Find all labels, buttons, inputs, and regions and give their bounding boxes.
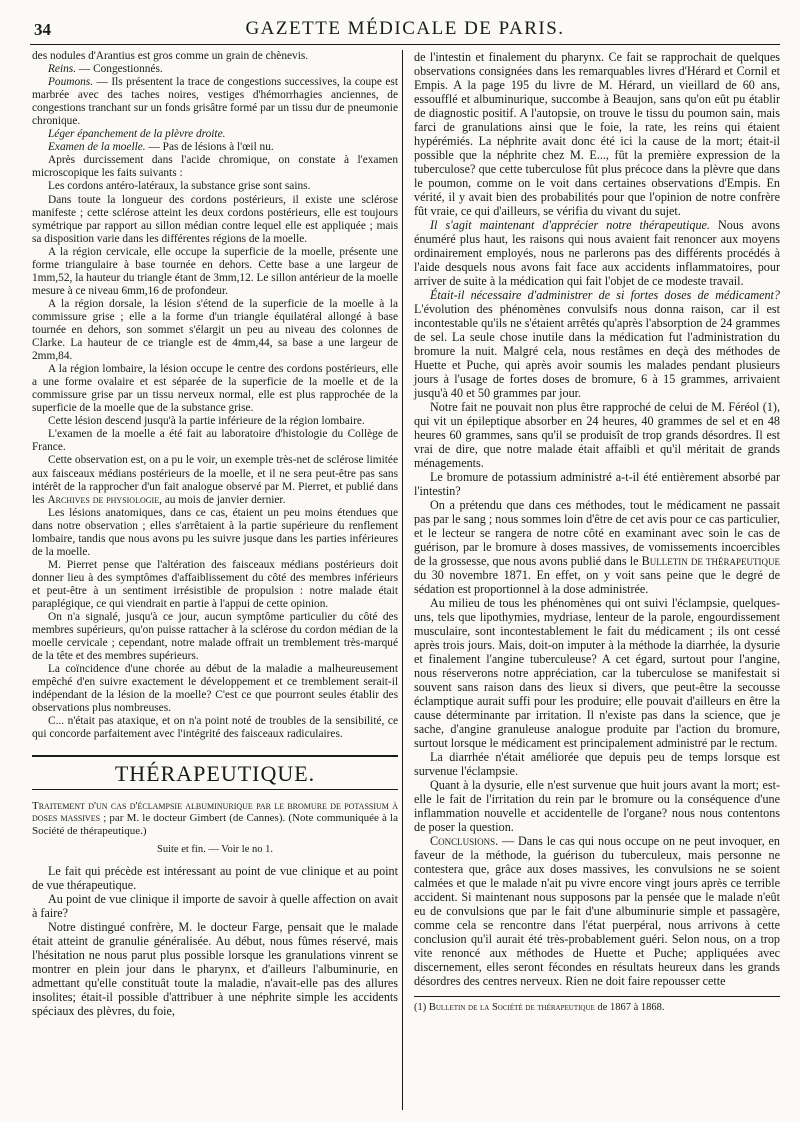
- footnote-marker: (1): [414, 1002, 429, 1013]
- article-title-byline: ; par M. le docteur Gimbert (de Cannes). (Note communiquée à la Société de thérapeutique.): [32, 812, 398, 837]
- left-column: [32, 50, 398, 1018]
- page-number: 34: [34, 20, 51, 39]
- paragraph: A la région cervicale, elle occupe la superficie de la moelle, présente une forme triangulaire à base tournée en dehors. Cette base a une largeur de 1mm,52, la hauteur du triangle étant de 3mm,12. Le sillon antérieur de la moelle mesure à ce niveau 6mm,16 de profondeur.: [32, 245, 398, 297]
- article-title: [32, 800, 398, 838]
- paragraph: [414, 834, 780, 988]
- paragraph: La coïncidence d'une chorée au début de la maladie a malheureusement empêché d'en suivre exactement le développement et ce tremblement serait-il indépendant de la lésion de la moelle? C'est ce que pourront seules établir des observations plus nombreuses.: [32, 663, 398, 715]
- continuation-note: Suite et fin. — Voir le no 1.: [157, 844, 273, 856]
- paragraph: A la région lombaire, la lésion occupe le centre des cordons postérieurs, elle a une forme ovalaire et est séparée de la superficie de la moelle et de la commissure grise par un tissu nerveux normal, elle est plus rapprochée de la superficie de la moelle que de la substance grise.: [32, 363, 398, 415]
- paragraph-text: Nous avons énuméré plus haut, les raisons qui nous avaient fait renoncer aux moyens ordinairement employés, nous ne parlerons pas des différents procédés à l'aide desquels nous avons fait face aux accidents inflammatoires, pour arriver de suite à la médication qui fait l'objet de ce modeste travail.: [414, 218, 781, 288]
- paragraph: Au point de vue clinique il importe de savoir à quelle affection on avait à faire?: [32, 892, 398, 921]
- paragraph: Le bromure de potassium administré a-t-il été entièrement absorbé par l'intestin?: [414, 470, 780, 498]
- paragraph: [32, 141, 398, 154]
- subheading: Poumons.: [48, 76, 94, 89]
- journal-reference: Archives de physiologie: [47, 493, 160, 506]
- paragraph-text: , au mois de janvier dernier.: [159, 493, 286, 506]
- paragraph: [414, 498, 780, 596]
- page-header: [30, 14, 780, 45]
- paragraph-text: du 30 novembre 1871. En effet, on y voit sans peine que le degré de sédation est proportionnel à la dose administrée.: [414, 568, 780, 596]
- paragraph: On n'a signalé, jusqu'à ce jour, aucun symptôme particulier du côté des membres supérieurs, qu'on puisse rattacher à la sclérose du cordon médian de la moelle cervicale ; cependant, notre malade offrait un tremblement très-marqué de la tête et des membres supérieurs.: [32, 611, 398, 663]
- paragraph: de l'intestin et finalement du pharynx. Ce fait se rapprochait de quelques observations consignées dans les remarquables livres d'Hérard et Cornil et Empis. A la page 195 du livre de M. Hérard, un vieillard de 60 ans, essoufflé et albuminurique, succombe à Beaujon, sans qu'on eût pu établir de diagnostic positif. A l'autopsie, on trouve le tissu du poumon sain, mais farci de granulations ainsi que le foie, la rate, les reins qui étaient hypérémiés. La néphrite avait donc été ici la cause de la mort; était-il possible que la néphrite chez M. E..., fût la première expression de la tuberculose? que cette tuberculose fût plus précoce dans la plèvre que dans le poumon, comme on le voit dans certaines observations d'Empis. En vérité, il y avait bien des probabilités pour que l'opinion de notre confrère fût vraie, ce qui d'ailleurs, se vérifia du vivant du sujet.: [414, 50, 780, 218]
- paragraph: C... n'était pas ataxique, et on n'a point noté de troubles de la sensibilité, ce qui concorde parfaitement avec l'intégrité des faisceaux radiculaires.: [32, 715, 398, 741]
- paragraph-text: On a prétendu que dans ces méthodes, tout le médicament ne passait pas par le sang ; nous sommes loin d'être de cet avis pour ce cas particulier, et le lecteur se rangera de notre côté en examinant avec soin le cas de guérison, par le bromure à doses massives, de vomissements incoercibles de la grossesse, que nous avons publié dans le: [414, 498, 780, 568]
- paragraph: Cette lésion descend jusqu'à la partie inférieure de la région lombaire.: [48, 415, 365, 428]
- paragraph-text: — Dans le cas qui nous occupe on ne peut invoquer, en faveur de la méthode, la guérison du tuberculeux, mais personne ne contestera que, grâce aux doses massives, les convulsions ne se soient calmées et que le malade n'ait pu vivre encore vingt jours après ce terrible accident. Si maintenant nous supposons par la pensée que le malade n'eût eu de convulsions que par le fait d'une albuminurie simple et passagère, comme cela se rencontre dans l'état puerpéral, nous arrivons à cette conclusion qu'il aurait été très-probablement guéri. Selon nous, on a trop vite renoncé aux méthodes de Huette et Puche; appliquées avec discernement, elles seront fécondes en résultats heureux dans les grands désordres des centres nerveux. Rien ne doit faire repousser cette: [414, 834, 780, 988]
- paragraph: Notre fait ne pouvait non plus être rapproché de celui de M. Féréol (1), qui vit un épileptique absorber en 24 heures, 40 grammes de sel et en 48 heures 60 grammes, sans qu'il se produisît de trop grands désordres. Il est vrai de dire, que notre malade était affaibli et qu'il méritait de grands ménagements.: [414, 400, 780, 470]
- subheading: Il s'agit maintenant d'apprécier notre thérapeutique.: [430, 218, 710, 232]
- paragraph: [414, 218, 780, 288]
- footnote-divider: [414, 996, 780, 997]
- paragraph: Les lésions anatomiques, dans ce cas, étaient un peu moins étendues que dans notre observation ; elles s'arrêtaient à la partie supérieure du renflement lombaire, tandis que nous avons pu les suivre jusque dans les parties inférieures de la moelle.: [32, 506, 398, 558]
- subheading: Examen de la moelle.: [48, 141, 146, 154]
- paragraph: M. Pierret pense que l'altération des faisceaux médians postérieurs doit donner lieu à des symptômes d'affaiblissement du côté des membres inférieurs et peut-être à un sentiment irrésistible de propulsion : notre malade était paraplégique, ce qui viendrait en partie à l'appui de cette opinion.: [32, 558, 398, 610]
- paragraph-text: L'évolution des phénomènes convulsifs nous donna raison, car il est incontestable qu'ils ne s'étaient arrêtés qu'après l'absorption de 24 grammes de sel. La seule chose inutile dans la médication fut l'administration du bromure la nuit. Malgré cela, nous restâmes en deçà des méthodes de Huette et Puche, qui après avoir soumis les malades pendant plusieurs jours à l'usage de fortes doses de bromure, 6 à 15 grammes, arrivaient jusqu'à 40 et 50 grammes par jour.: [414, 302, 780, 400]
- subheading: Reins.: [48, 63, 77, 76]
- paragraph: Notre distingué confrère, M. le docteur Farge, pensait que le malade était atteint de granulie généralisée. Au début, nous fûmes réservé, mais l'hésitation ne nous parut plus possible lorsque les granulations vinrent se montrer en plein jour dans le pharynx, et d'ailleurs l'albuminurie, en admettant qu'elle constituât toute la maladie, n'avait-elle pas des allures insolites; était-il possible d'attribuer à une néphrite simple les accidents spéciaux des plèvres, du foie,: [32, 920, 398, 1019]
- right-column: [414, 50, 780, 1015]
- paragraph-text: Cette observation est, on a pu le voir, un exemple très-net de sclérose limitée aux faisceaux médians postérieurs de la moelle, et il ne sera peut-être pas sans intérêt de la rapprocher d'un fait analogue observé par M. Pierret, et publié dans les: [32, 454, 398, 506]
- section-header: [32, 755, 398, 789]
- paragraph: Léger épanchement de la plèvre droite.: [48, 128, 226, 141]
- column-divider: [402, 50, 403, 1110]
- paragraph: Dans toute la longueur des cordons postérieurs, il existe une sclérose manifeste ; cette sclérose atteint les deux cordons postérieurs, elle est toujours symétrique par rapport au sillon médian contre lequel elle est appliquée ; mais sa disposition varie dans les différentes régions de la moelle.: [32, 193, 398, 245]
- article-title-main: Traitement d'un cas d'éclampsie albuminurique par le bromure de potassium à doses massives: [32, 799, 398, 825]
- section-title: THÉRAPEUTIQUE.: [114, 761, 316, 787]
- paragraph: L'examen de la moelle a été fait au laboratoire d'histologie du Collège de France.: [32, 428, 398, 454]
- paragraph-text: — Pas de lésions à l'œil nu.: [145, 141, 274, 154]
- paragraph: Le fait qui précède est intéressant au point de vue clinique et au point de vue thérapeutique.: [32, 864, 398, 893]
- paragraph: Après durcissement dans l'acide chromique, on constate à l'examen microscopique les faits suivants :: [32, 154, 398, 180]
- paragraph: [32, 454, 398, 506]
- paragraph: Les cordons antéro-latéraux, la substance grise sont sains.: [48, 180, 311, 193]
- footnote: [414, 1001, 780, 1015]
- subheading: Conclusions.: [430, 834, 499, 848]
- footnote-text: de 1867 à 1868.: [594, 1002, 665, 1013]
- paragraph: Quant à la dysurie, elle n'est survenue que huit jours avant la mort; est-elle le fait de l'irritation du rein par le bromure ou la conséquence d'une inflammation nouvelle et accidentelle de l'organe? nous nous contentons de poser la question.: [414, 778, 780, 834]
- paragraph: [414, 288, 780, 400]
- paragraph: [32, 63, 398, 76]
- paragraph: [32, 76, 398, 128]
- paragraph-text: — Congestionnés.: [76, 63, 163, 76]
- paragraph: des nodules d'Arantius est gros comme un grain de chènevis.: [32, 50, 309, 62]
- journal-reference: Bulletin de thérapeutique: [641, 554, 780, 568]
- journal-title: GAZETTE MÉDICALE DE PARIS.: [245, 18, 565, 39]
- paragraph: Au milieu de tous les phénomènes qui ont suivi l'éclampsie, quelques-uns, tels que lipothymies, mydriase, lenteur de la parole, engourdissement musculaire, sont incontestablement le fait du médicament ; ils ont cessé après trois jours. Mais, doit-on imputer à la méthode la diarrhée, la dysurie et finalement l'angine tuberculeuse? A cet égard, surtout pour l'angine, nous réserverons notre appréciation, car la tuberculose se manifestait si souvent sans raison dans des lieux si divers, que peut-être la secousse éclamptique aurait suffi pour les produire; elle pouvait d'ailleurs en être la cause déterminante par irritation. Il n'existe pas dans la science, que je sache, d'angine granuleuse analogue produite par l'action du bromure, surtout lorsque le médicament est principalement administré par le rectum.: [414, 596, 780, 750]
- journal-reference: Bulletin de la Société de thérapeutique: [428, 1002, 595, 1013]
- paragraph: A la région dorsale, la lésion s'étend de la superficie de la moelle à la commissure grise ; elle a la forme d'un triangle équilatéral allongé à base tournée en dehors, son sommet s'élargit un peu au niveau des colonnes de Clarke. La hauteur de ce triangle est de 4mm,44, sa base a une largeur de 2mm,84.: [32, 297, 398, 363]
- paragraph-text: — Ils présentent la trace de congestions successives, la coupe est marbrée avec des taches noires, vestiges d'hémorrhagies anciennes, de congestions tranchant sur un fonds grisâtre formé par un tissu dur de pneumonie chronique.: [32, 76, 398, 128]
- subheading: Était-il nécessaire d'administrer de si fortes doses de médicament?: [430, 288, 780, 302]
- paragraph: La diarrhée n'était améliorée que depuis peu de temps lorsque est survenue l'éclampsie.: [414, 750, 780, 778]
